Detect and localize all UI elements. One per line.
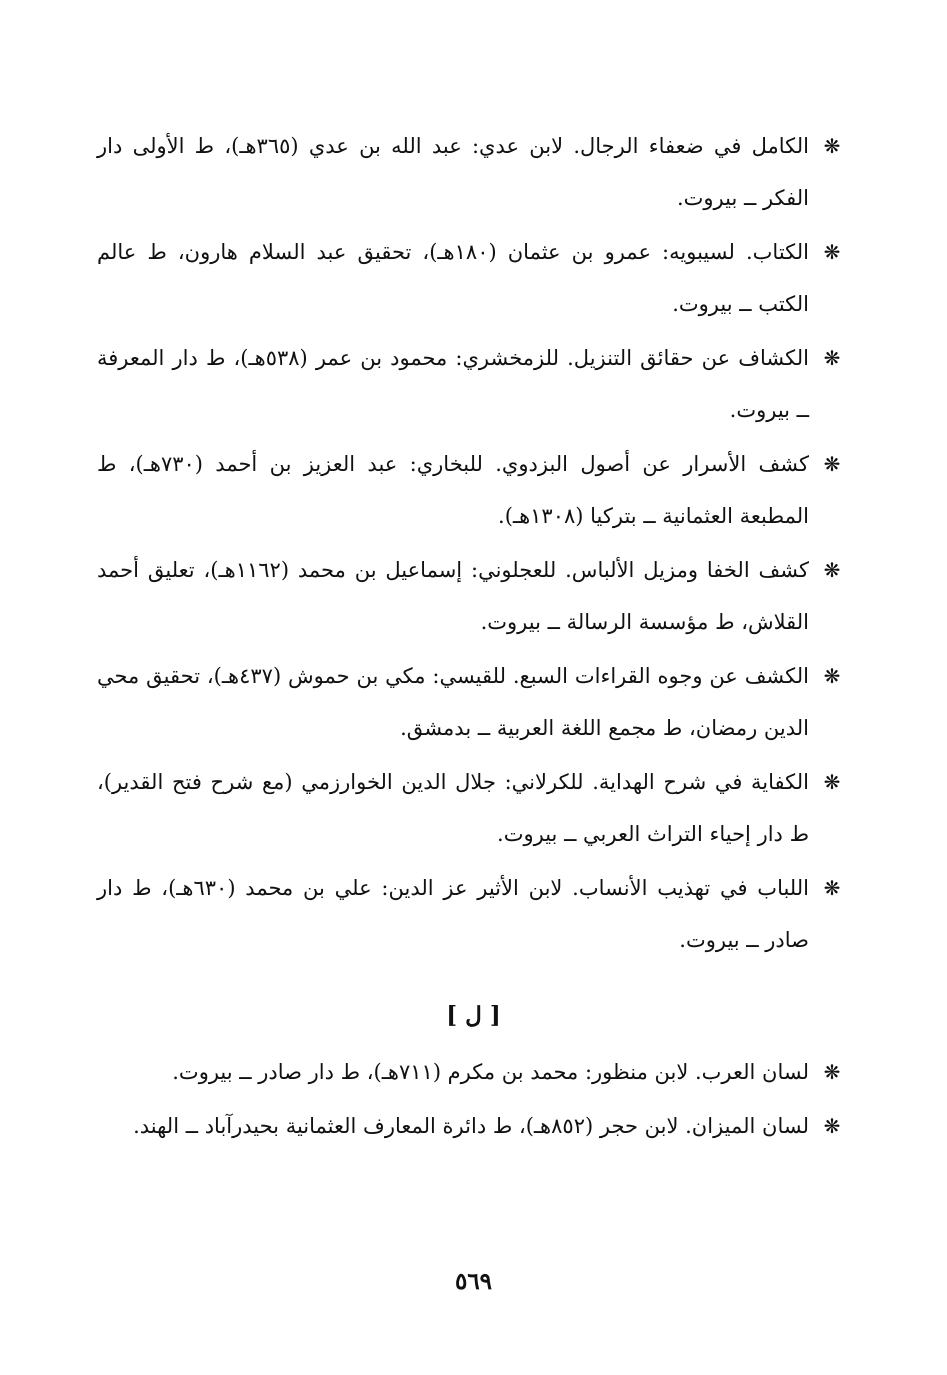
asterisk-bullet-icon: ❋	[823, 1060, 841, 1084]
entry-text: كشف الأسرار عن أصول البزدوي. للبخاري: عبد العزيز بن أحمد (٧٣٠هـ)، ط المطبعة العثمانية ــ بتركيا (١٣٠٨هـ).	[97, 452, 809, 528]
asterisk-bullet-icon: ❋	[823, 876, 841, 900]
bibliography-entry	[97, 1100, 847, 1152]
entry-text: الكفاية في شرح الهداية. للكرلاني: جلال الدين الخوارزمي (مع شرح فتح القدير)، ط دار إحياء التراث العربي ــ بيروت.	[97, 770, 809, 846]
bibliography-entry	[97, 650, 847, 754]
entry-text: اللباب في تهذيب الأنساب. لابن الأثير عز الدين: علي بن محمد (٦٣٠هـ)، ط دار صادر ــ بيروت.	[97, 876, 809, 952]
bibliography-entry	[97, 332, 847, 436]
entry-text: لسان الميزان. لابن حجر (٨٥٢هـ)، ط دائرة المعارف العثمانية بحيدرآباد ــ الهند.	[133, 1114, 809, 1138]
bibliography-entry	[97, 756, 847, 860]
bibliography-entry	[97, 438, 847, 542]
asterisk-bullet-icon: ❋	[823, 134, 841, 158]
asterisk-bullet-icon: ❋	[823, 664, 841, 688]
entry-text: كشف الخفا ومزيل الألباس. للعجلوني: إسماعيل بن محمد (١١٦٢هـ)، تعليق أحمد القلاش، ط مؤسسة الرسالة ــ بيروت.	[97, 558, 809, 634]
entry-text: الكتاب. لسيبويه: عمرو بن عثمان (١٨٠هـ)، تحقيق عبد السلام هارون، ط عالم الكتب ــ بيروت.	[97, 240, 809, 316]
entry-text: الكامل في ضعفاء الرجال. لابن عدي: عبد الله بن عدي (٣٦٥هـ)، ط الأولى دار الفكر ــ بيروت.	[97, 134, 809, 210]
section-heading-lam: [ ل ]	[446, 1002, 501, 1029]
asterisk-bullet-icon: ❋	[823, 770, 841, 794]
page-number: ٥٦٩	[454, 1268, 493, 1295]
bibliography-entry	[97, 544, 847, 648]
bibliography-entry	[97, 120, 847, 224]
asterisk-bullet-icon: ❋	[823, 1114, 841, 1138]
asterisk-bullet-icon: ❋	[823, 346, 841, 370]
entry-text: الكشاف عن حقائق التنزيل. للزمخشري: محمود بن عمر (٥٣٨هـ)، ط دار المعرفة ــ بيروت.	[97, 346, 809, 422]
bibliography-entry	[97, 226, 847, 330]
bibliography-list	[97, 1046, 847, 1154]
bibliography-entry	[97, 862, 847, 966]
asterisk-bullet-icon: ❋	[823, 240, 841, 264]
asterisk-bullet-icon: ❋	[823, 452, 841, 476]
asterisk-bullet-icon: ❋	[823, 558, 841, 582]
entry-text: الكشف عن وجوه القراءات السبع. للقيسي: مكي بن حموش (٤٣٧هـ)، تحقيق محي الدين رمضان، ط مجمع اللغة العربية ــ بدمشق.	[97, 664, 809, 740]
entry-text: لسان العرب. لابن منظور: محمد بن مكرم (٧١١هـ)، ط دار صادر ــ بيروت.	[172, 1060, 809, 1084]
bibliography-entry	[97, 1046, 847, 1098]
bibliography-list	[97, 120, 847, 968]
